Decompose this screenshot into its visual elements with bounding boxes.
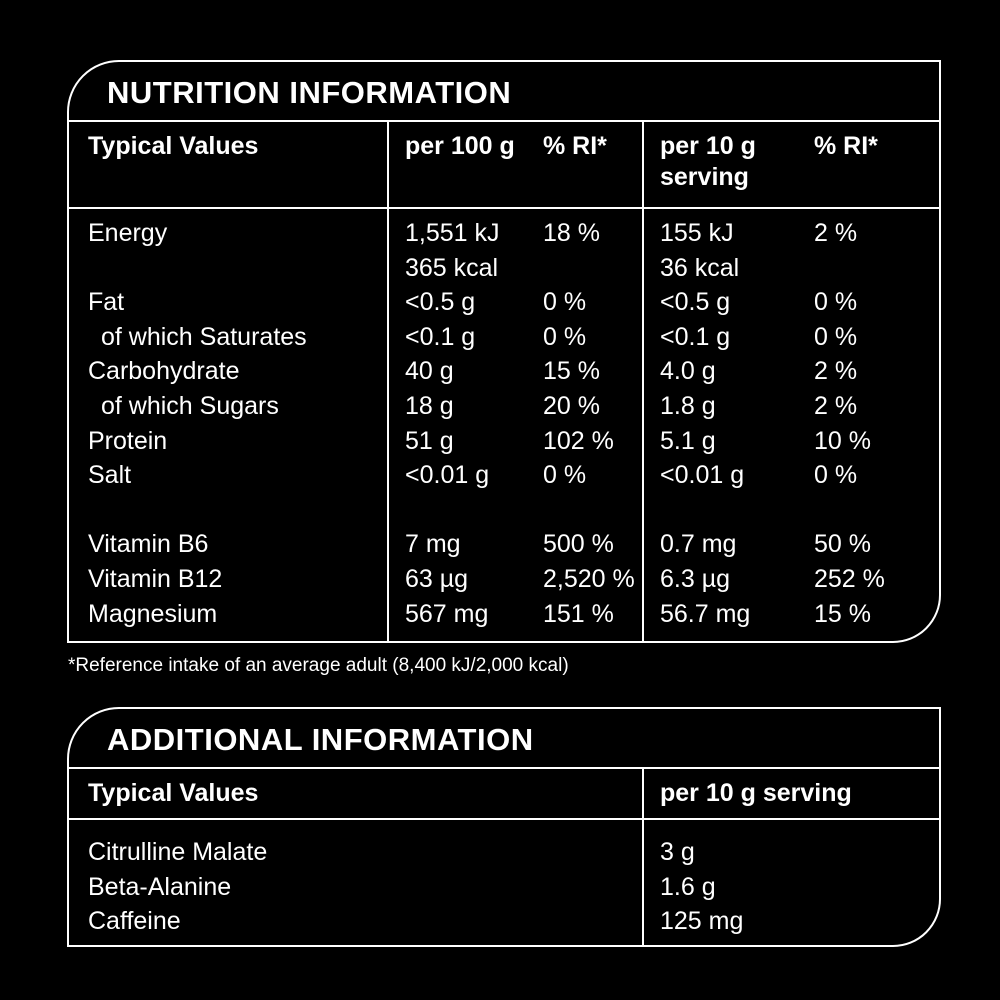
nutrient-name: of which Sugars (101, 391, 279, 420)
header-ri-1: % RI* (543, 132, 607, 160)
ingredient-name: Citrulline Malate (88, 838, 268, 866)
nutrient-name: Energy (88, 219, 168, 247)
header-per-10g-line2: serving (660, 163, 749, 191)
per100-value: <0.5 g (405, 288, 476, 317)
per10-value: 1.8 g (660, 391, 716, 420)
per100-value: 40 g (405, 357, 454, 386)
table-row (69, 458, 939, 493)
nutrient-name: Salt (88, 461, 132, 490)
per100-value: 365 kcal (405, 253, 499, 282)
nutrient-name: Carbohydrate (88, 357, 240, 386)
additional-rows (69, 835, 939, 939)
nutrient-name: Protein (88, 426, 168, 455)
header-divider (69, 818, 939, 820)
ri1-value: 18 % (543, 219, 600, 247)
nutrient-name: Magnesium (88, 599, 218, 628)
ingredient-name: Beta-Alanine (88, 872, 232, 901)
table-row (69, 562, 939, 597)
per100-value: <0.01 g (405, 461, 490, 490)
ri1-value: 2,520 % (543, 564, 635, 593)
ingredient-name: Caffeine (88, 907, 181, 936)
table-row (69, 904, 939, 939)
ri2-value: 2 % (814, 219, 858, 247)
table-row (69, 597, 939, 632)
header-typical-values: Typical Values (88, 132, 259, 160)
ri1-value: 20 % (543, 391, 600, 420)
per100-value: 567 mg (405, 599, 489, 628)
per100-value: 51 g (405, 426, 454, 455)
per10-value: 6.3 µg (660, 564, 731, 593)
ri2-value: 0 % (814, 461, 858, 490)
ri2-value: 10 % (814, 426, 871, 455)
ri1-value: 0 % (543, 322, 587, 351)
ri1-value: 0 % (543, 461, 587, 490)
header-typical-values: Typical Values (88, 779, 259, 807)
table-row (69, 216, 939, 251)
table-row (69, 870, 939, 905)
ri1-value: 15 % (543, 357, 600, 386)
per100-value: 1,551 kJ (405, 219, 500, 247)
header-per-10g-line1: per 10 g (660, 132, 756, 160)
per100-value: 63 µg (405, 564, 469, 593)
per10-value: 5.1 g (660, 426, 716, 455)
per10-value: <0.01 g (660, 461, 745, 490)
per10-value: 4.0 g (660, 357, 716, 386)
title-divider (69, 120, 939, 122)
per10-value: <0.1 g (660, 322, 731, 351)
additional-information-panel (67, 707, 941, 947)
header-per-100g: per 100 g (405, 132, 515, 160)
per10-value: 56.7 mg (660, 599, 751, 628)
ri2-value: 0 % (814, 288, 858, 317)
ri1-value: 500 % (543, 530, 614, 559)
ri1-value: 102 % (543, 426, 614, 455)
per10-value: 1.6 g (660, 872, 716, 901)
header-ri-2: % RI* (814, 132, 878, 160)
nutrient-name: of which Saturates (101, 322, 307, 351)
nutrition-rows (69, 216, 939, 631)
reference-intake-footnote: *Reference intake of an average adult (8,400 kJ/2,000 kcal) (68, 655, 569, 676)
ri1-value: 0 % (543, 288, 587, 317)
per100-value: 18 g (405, 391, 454, 420)
nutrient-name: Vitamin B12 (88, 564, 223, 593)
per10-value: <0.5 g (660, 288, 731, 317)
nutrient-name: Vitamin B6 (88, 530, 209, 559)
table-row (69, 285, 939, 320)
header-per-10g-serving (660, 131, 756, 193)
ri2-value: 252 % (814, 564, 885, 593)
nutrient-name: Fat (88, 288, 125, 317)
nutrition-information-panel (67, 60, 941, 643)
per100-value: 7 mg (405, 530, 461, 559)
per10-value: 3 g (660, 838, 695, 866)
header-per-10g-serving: per 10 g serving (660, 779, 852, 807)
ri2-value: 50 % (814, 530, 871, 559)
table-row (69, 389, 939, 424)
per10-value: 125 mg (660, 907, 744, 936)
ri1-value: 151 % (543, 599, 614, 628)
ri2-value: 0 % (814, 322, 858, 351)
per10-value: 155 kJ (660, 219, 734, 247)
per100-value: <0.1 g (405, 322, 476, 351)
table-row (69, 251, 939, 286)
table-row (69, 835, 939, 870)
table-row (69, 424, 939, 459)
ri2-value: 15 % (814, 599, 871, 628)
nutrition-title: NUTRITION INFORMATION (107, 75, 512, 110)
table-row (69, 354, 939, 389)
per10-value: 0.7 mg (660, 530, 737, 559)
row-spacer (69, 493, 939, 528)
ri2-value: 2 % (814, 357, 858, 386)
per10-value: 36 kcal (660, 253, 740, 282)
table-row (69, 320, 939, 355)
header-divider (69, 207, 939, 209)
table-row (69, 527, 939, 562)
ri2-value: 2 % (814, 391, 858, 420)
title-divider (69, 767, 939, 769)
additional-title: ADDITIONAL INFORMATION (107, 722, 534, 757)
